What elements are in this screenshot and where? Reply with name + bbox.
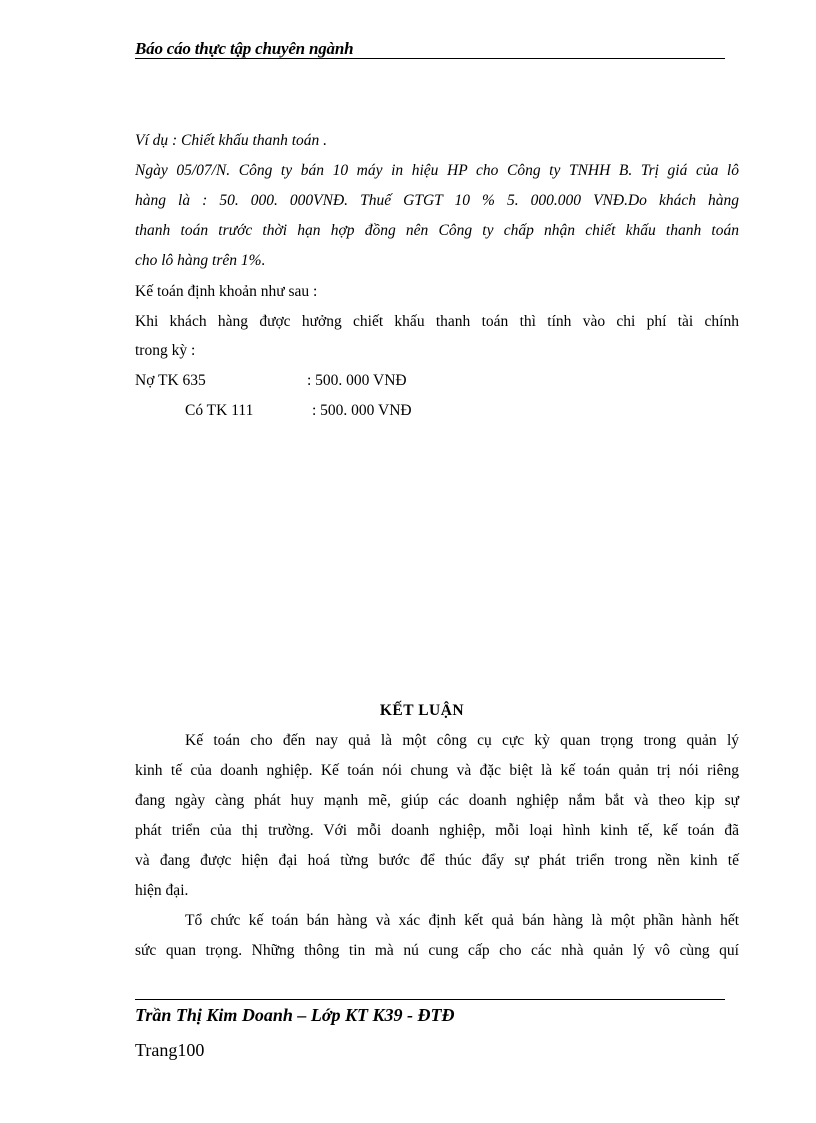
footer-divider <box>135 999 725 1000</box>
credit-entry <box>185 402 412 420</box>
conclusion-line-7: Tổ chức kế toán bán hàng và xác định kết quả bán hàng là một phần hành hết <box>185 912 739 929</box>
conclusion-line-2: kinh tế của doanh nghiệp. Kế toán nói chung và đặc biệt là kế toán quản trị nói riêng <box>135 762 739 779</box>
debit-label: Nợ TK 635 <box>135 372 206 389</box>
debit-value: : 500. 000 VNĐ <box>307 372 407 389</box>
example-title: Ví dụ : Chiết khấu thanh toán . <box>135 132 328 149</box>
page-header-title: Báo cáo thực tập chuyên ngành <box>135 39 354 58</box>
conclusion-line-1: Kế toán cho đến nay quả là một công cụ cực kỳ quan trọng trong quản lý <box>185 732 739 749</box>
conclusion-line-6: hiện đại. <box>135 882 189 899</box>
conclusion-line-3: đang ngày càng phát huy mạnh mẽ, giúp các doanh nghiệp nắm bắt và theo kịp sự <box>135 792 739 809</box>
accounting-line-1: Khi khách hàng được hưởng chiết khấu thanh toán thì tính vào chi phí tài chính <box>135 313 739 330</box>
conclusion-title: KẾT LUẬN <box>379 702 465 719</box>
accounting-line-2: trong kỳ : <box>135 342 196 359</box>
example-line-2: hàng là : 50. 000. 000VNĐ. Thuế GTGT 10 % 5. 000.000 VNĐ.Do khách hàng <box>135 192 739 209</box>
example-line-4: cho lô hàng trên 1%. <box>135 252 266 269</box>
page-number: Trang100 <box>135 1040 205 1060</box>
conclusion-line-8: sức quan trọng. Những thông tin mà nú cung cấp cho các nhà quản lý vô cùng quí <box>135 942 739 959</box>
example-line-3: thanh toán trước thời hạn hợp đồng nên Công ty chấp nhận chiết khấu thanh toán <box>135 222 739 239</box>
credit-value: : 500. 000 VNĐ <box>312 402 412 419</box>
footer-author: Trần Thị Kim Doanh – Lớp KT K39 - ĐTĐ <box>135 1005 455 1025</box>
conclusion-line-5: và đang được hiện đại hoá từng bước để thúc đẩy sự phát triển trong nền kinh tế <box>135 852 739 869</box>
conclusion-line-4: phát triển của thị trường. Với mỗi doanh nghiệp, mỗi loại hình kinh tế, kế toán đã <box>135 822 739 839</box>
example-line-1: Ngày 05/07/N. Công ty bán 10 máy in hiệu HP cho Công ty TNHH B. Trị giá của lô <box>135 162 739 179</box>
accounting-intro: Kế toán định khoản như sau : <box>135 283 318 300</box>
header-divider <box>135 58 725 59</box>
debit-entry <box>135 372 407 390</box>
credit-label: Có TK 111 <box>185 402 254 419</box>
